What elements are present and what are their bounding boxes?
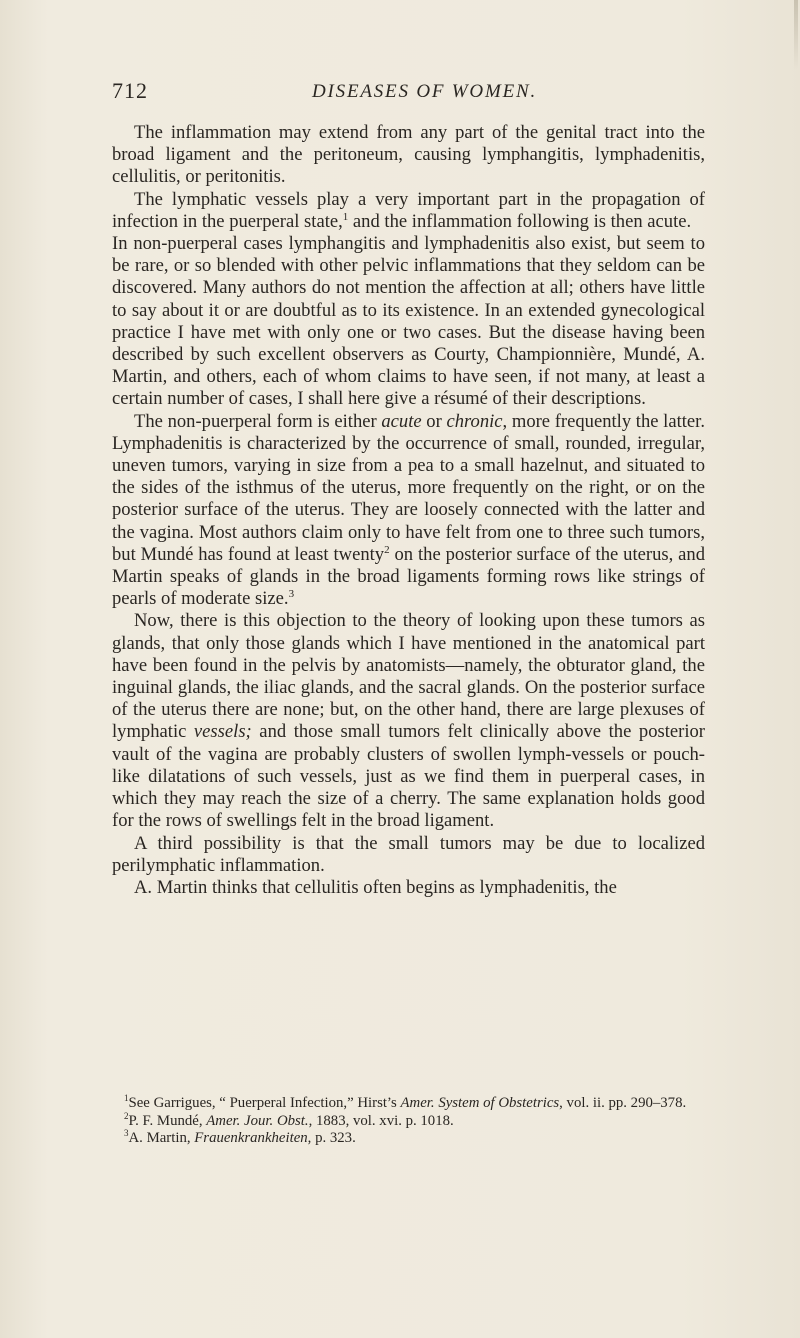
paragraph-1 (112, 122, 705, 189)
paragraph-text: on the posterior surface of the uterus, and Martin speaks of glands in the broad ligaments forming rows like strings of pearls of moderate size. (112, 543, 705, 610)
running-head: DISEASES OF WOMEN. (312, 81, 537, 102)
footnote-text: , p. 323. (307, 1130, 356, 1147)
paragraph-text: The lymphatic vessels play a very important part in the propagation of infection in the puerperal state, (112, 188, 705, 232)
paragraph-2 (112, 189, 705, 233)
italic-term: acute (381, 410, 422, 432)
italic-term: vessels; (193, 721, 252, 743)
paragraph-text: The non-puerperal form is either (134, 410, 382, 432)
page-number: 712 (112, 78, 148, 103)
footnote-title: Frauenkrankheiten (194, 1130, 308, 1147)
paragraph-text: Now, there is this objection to the theory of looking upon these tumors as glands, that only those glands which I have mentioned in the anatomical part have been found in the pelvis by anatomists—namely, the obturator gland, the inguinal glands, the iliac glands, and the sacral glands. On the posterior surface of the uterus there are none; but, on the other hand, there are large plexuses of lymphatic (112, 610, 705, 743)
paragraph-text: and those small tumors felt clinically above the posterior vault of the vagina are probably clusters of swollen lymph-vessels or pouch-like dilatations of such vessels, just as we find them in puerperal cases, in which they may reach the size of a cherry. The same explanation holds good for the rows of swellings felt in the broad ligament. (112, 721, 705, 832)
paragraph-text: or (421, 410, 447, 432)
paragraph-text: , more frequently the latter. Lymphadenitis is characterized by the occurrence of small, rounded, irregular, uneven tumors, varying in size from a pea to a small hazelnut, and situated to the sides of the isthmus of the uterus, more frequently on the right, or on the posterior surface of the uterus. They are loosely connected with the latter and the vagina. Most authors claim only to have felt from one to three such tumors, but Mundé has found at least twenty (112, 410, 705, 565)
footnote-text: A. Martin, (128, 1130, 195, 1147)
footnote-marker: 3 (124, 1128, 129, 1139)
footnote-title: Amer. System of Obstetrics (400, 1095, 560, 1111)
paragraph-text: A third possibility is that the small tumors may be due to localized perilymphatic inflammation. (112, 832, 705, 876)
footnote-ref: 3 (288, 588, 295, 601)
footnote-title: Amer. Jour. Obst. (206, 1112, 309, 1129)
paragraph-text: The inflammation may extend from any part of the genital tract into the broad ligament and the peritoneum, causing lymphangitis, lymphadenitis, cellulitis, or peritonitis. (112, 122, 705, 188)
page-header (112, 78, 702, 108)
footnote-text: P. F. Mundé, (128, 1112, 207, 1129)
footnote-text: , 1883, vol. xvi. p. 1018. (308, 1112, 454, 1129)
paragraph-text: In non-puerperal cases lymphangitis and lymphadenitis also exist, but seem to be rare, or so blended with other pelvic inflammations that they seldom can be discovered. Many authors do not mention the affection at all; others have little to say about it or are doubtful as to its existence. In an extended gynecological practice I have met with only one or two cases. But the disease having been described by such excellent observers as Courty, Championnière, Mundé, A. Martin, and others, each of whom claims to have seen, if not many, at least a certain number of cases, I shall here give a résumé of their descriptions. (112, 233, 705, 410)
footnote-1 (112, 1095, 705, 1113)
paragraph-7 (112, 877, 705, 899)
footnote-ref: 1 (342, 210, 349, 223)
footnote-marker: 2 (124, 1110, 129, 1121)
paragraph-5 (112, 610, 705, 832)
body-text (112, 122, 705, 899)
paragraph-4 (112, 411, 705, 611)
paragraph-6 (112, 833, 705, 877)
paragraph-text: A. Martin thinks that cellulitis often begins as lymphadenitis, the (134, 876, 617, 898)
footnote-ref: 2 (384, 543, 390, 556)
page-edge-shadow (794, 0, 798, 70)
paragraph-3 (112, 233, 705, 411)
footnote-marker: 1 (124, 1093, 129, 1104)
italic-term: chronic (446, 410, 503, 432)
footnote-3 (112, 1130, 705, 1148)
footnote-text: , vol. ii. pp. 290–378. (559, 1095, 687, 1111)
footnote-text: See Garrigues, “ Puerperal Infection,” Hirst’s (128, 1095, 401, 1111)
paragraph-text: and the inflammation following is then acute. (348, 210, 692, 232)
footnote-2 (112, 1110, 705, 1131)
footnotes (112, 1095, 705, 1148)
